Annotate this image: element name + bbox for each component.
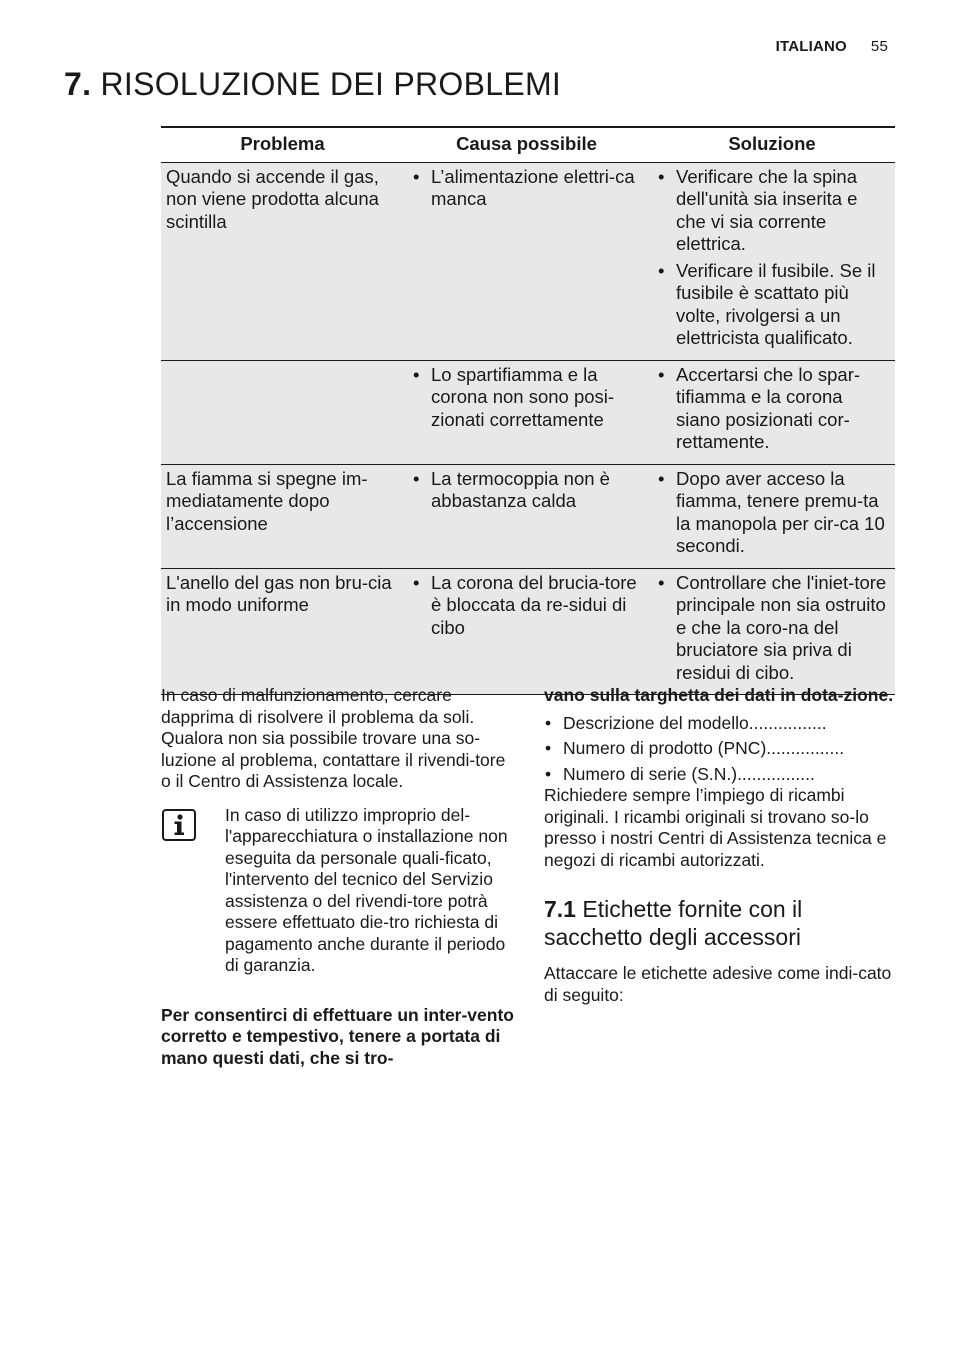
cause-item: • La corona del brucia-tore è bloccata da re-sidui di cibo xyxy=(409,572,645,640)
solution-cell xyxy=(649,464,895,568)
column-header-problem: Problema xyxy=(161,127,404,162)
solution-item: • Dopo aver acceso la fiamma, tenere premu-ta la manopola per cir-ca 10 secondi. xyxy=(654,468,891,558)
chapter-number: 7. xyxy=(64,66,92,102)
cause-item: • L’alimentazione elettri-ca manca xyxy=(409,166,645,211)
column-header-solution: Soluzione xyxy=(649,127,895,162)
section-heading xyxy=(544,895,896,951)
troubleshooting-table xyxy=(161,126,895,695)
info-icon xyxy=(162,809,196,841)
data-field-list xyxy=(544,713,896,786)
cause-cell xyxy=(404,464,649,568)
data-notice-start: Per consentirci di effettuare un inter-vento corretto e tempestivo, tenere a portata di mano questi dati, che si tro- xyxy=(161,1004,514,1068)
table-row xyxy=(161,464,895,568)
section-number: 7.1 xyxy=(544,896,576,922)
table-row xyxy=(161,568,895,695)
problem-cell: Quando si accende il gas, non viene prodotta alcuna scintilla xyxy=(166,165,379,232)
spare-parts-paragraph: Richiedere sempre l’impiego di ricambi originali. I ricambi originali si trovano so-lo presso i nostri Centri di Assistenza tecnica e negozi di ricambi autorizzati. xyxy=(544,785,887,870)
section-paragraph: Attaccare le etichette adesive come indi-cato di seguito: xyxy=(544,963,892,1005)
problem-cell: L'anello del gas non bru-cia in modo uniforme xyxy=(166,571,392,615)
list-item: • Numero di prodotto (PNC)................ xyxy=(544,738,896,760)
intro-paragraph: In caso di malfunzionamento, cercare dapprima di risolvere il problema da soli. Qualora non sia possibile trovare una so-luzione al problema, contattare il rivendi-tore o il Centro di Assistenza locale. xyxy=(161,685,506,791)
cause-cell xyxy=(404,162,649,360)
problem-cell xyxy=(161,360,404,464)
table-row xyxy=(161,162,895,360)
table-row xyxy=(161,360,895,464)
solution-cell xyxy=(649,162,895,360)
solution-item: • Verificare che la spina dell'unità sia inserita e che vi sia corrente elettrica. xyxy=(654,166,891,256)
solution-item: • Accertarsi che lo spar-tifiamma e la corona siano posizionati cor-rettamente. xyxy=(654,364,891,454)
page-number: 55 xyxy=(870,38,888,55)
list-item: • Descrizione del modello................ xyxy=(544,713,896,735)
cause-cell xyxy=(404,360,649,464)
solution-cell xyxy=(649,568,895,695)
list-item: • Numero di serie (S.N.)................ xyxy=(544,764,896,786)
data-notice-end: vano sulla targhetta dei dati in dota-zione. xyxy=(544,685,894,705)
language-label: ITALIANO xyxy=(775,38,847,55)
solution-item: • Verificare il fusibile. Se il fusibile è scattato più volte, rivolgersi a un elettricista qualificato. xyxy=(654,260,891,350)
page-header xyxy=(776,38,888,55)
cause-item: • La termocoppia non è abbastanza calda xyxy=(409,468,645,513)
problem-cell: La fiamma si spegne im-mediatamente dopo l’accensione xyxy=(166,467,368,534)
chapter-title xyxy=(64,66,561,103)
section-title: Etichette fornite con il sacchetto degli accessori xyxy=(544,896,803,950)
chapter-title-text: RISOLUZIONE DEI PROBLEMI xyxy=(100,66,562,102)
column-header-cause: Causa possibile xyxy=(404,127,649,162)
info-note-text: In caso di utilizzo improprio del-l'apparecchiatura o installazione non eseguita da personale quali-ficato, l'intervento del tecnico del Servizio assistenza o del rivendi-tore potrà essere effettuato die-tro richiesta di pagamento anche durante il periodo di garanzia. xyxy=(225,804,508,975)
cause-cell xyxy=(404,568,649,695)
info-note xyxy=(161,805,517,977)
right-column xyxy=(544,685,896,1006)
cause-item: • Lo spartifiamma e la corona non sono posi-zionati correttamente xyxy=(409,364,645,432)
solution-cell xyxy=(649,360,895,464)
table-header-row xyxy=(161,127,895,162)
left-column xyxy=(161,685,517,1069)
solution-item: • Controllare che l'iniet-tore principale non sia ostruito e che la coro-na del bruciatore sia priva di residui di cibo. xyxy=(654,572,891,685)
